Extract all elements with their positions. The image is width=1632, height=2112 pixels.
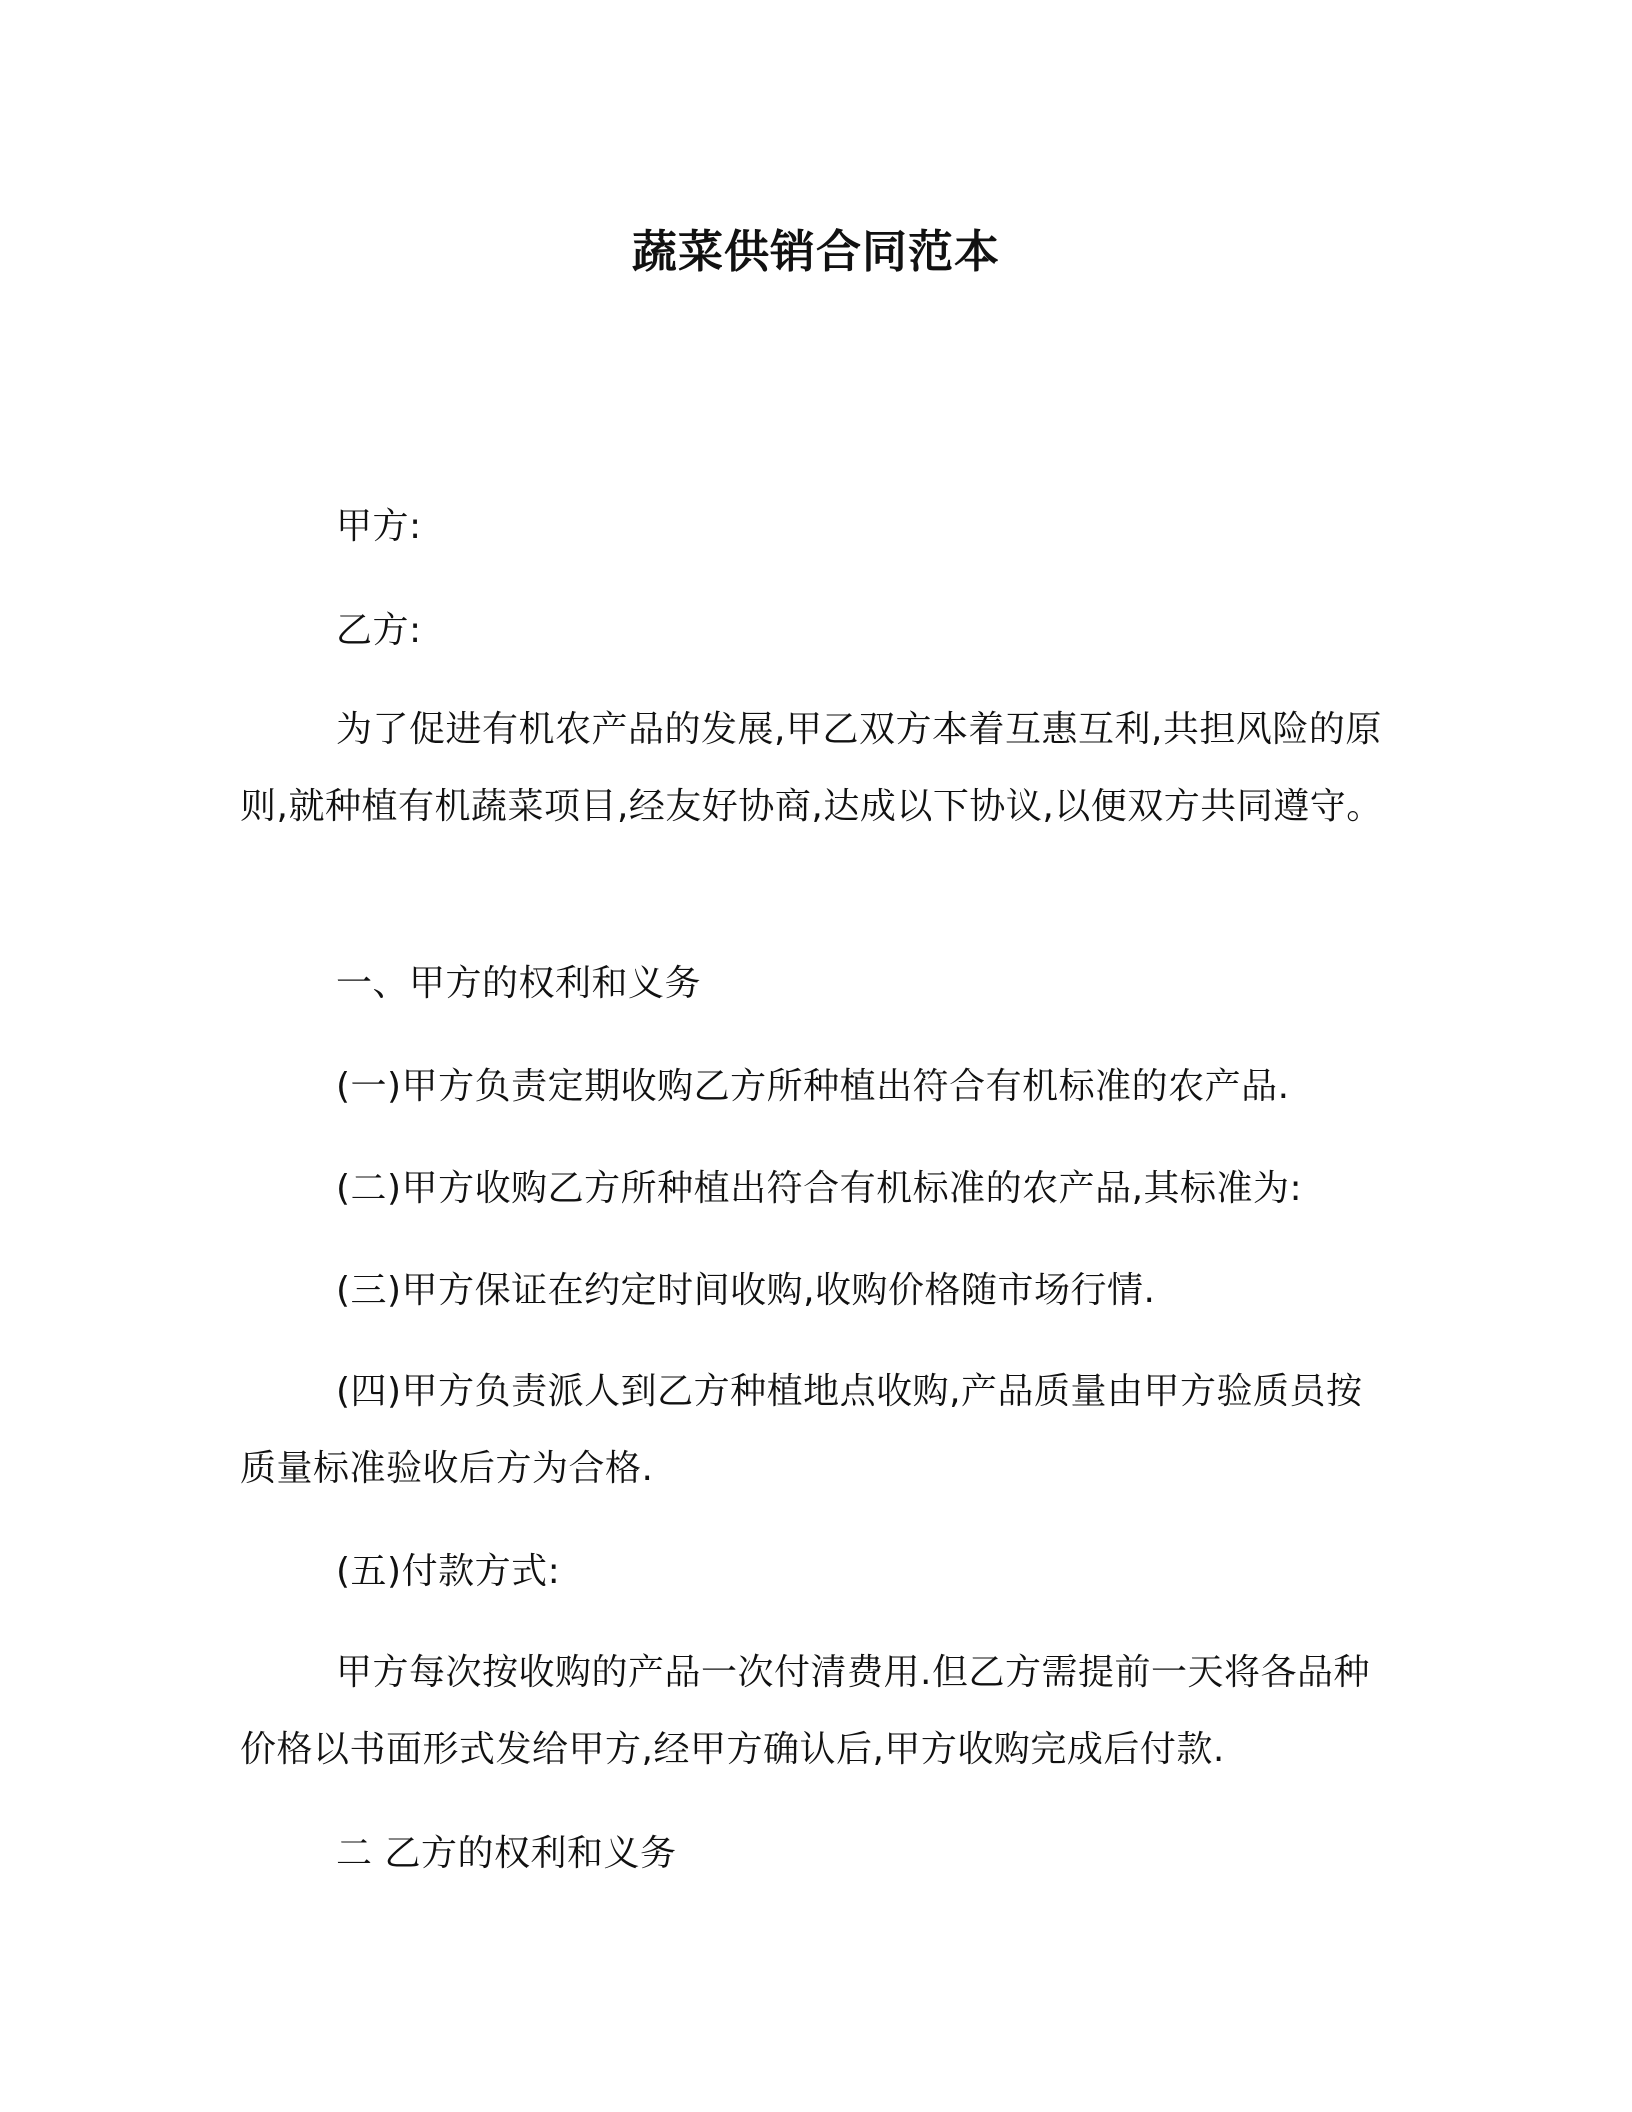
clause-1-1: (一)甲方负责定期收购乙方所种植出符合有机标准的农产品. [336, 1066, 1290, 1107]
clause-1-5: (五)付款方式: [336, 1551, 561, 1592]
preamble-paragraph: 为了促进有机农产品的发展,甲乙双方本着互惠互利,共担风险的原则,就种植有机蔬菜项目,经友好协商,达成以下协议,以便双方共同遵守。 [240, 709, 1383, 827]
clause-1-3: (三)甲方保证在约定时间收购,收购价格随市场行情. [336, 1270, 1156, 1311]
section-1-heading: 一、甲方的权利和义务 [336, 963, 702, 1004]
clause-1-2: (二)甲方收购乙方所种植出符合有机标准的农产品,其标准为: [336, 1168, 1303, 1209]
payment-paragraph: 甲方每次按收购的产品一次付清费用.但乙方需提前一天将各品种价格以书面形式发给甲方,经甲方确认后,甲方收购完成后付款. [240, 1652, 1370, 1770]
section-2-heading: 二 乙方的权利和义务 [336, 1833, 677, 1874]
clause-1-4: (四)甲方负责派人到乙方种植地点收购,产品质量由甲方验质员按质量标准验收后方为合格. [240, 1371, 1363, 1489]
document-title: 蔬菜供销合同范本 [631, 225, 1000, 278]
party-a-line: 甲方: [336, 506, 422, 547]
party-b-line: 乙方: [336, 610, 422, 651]
